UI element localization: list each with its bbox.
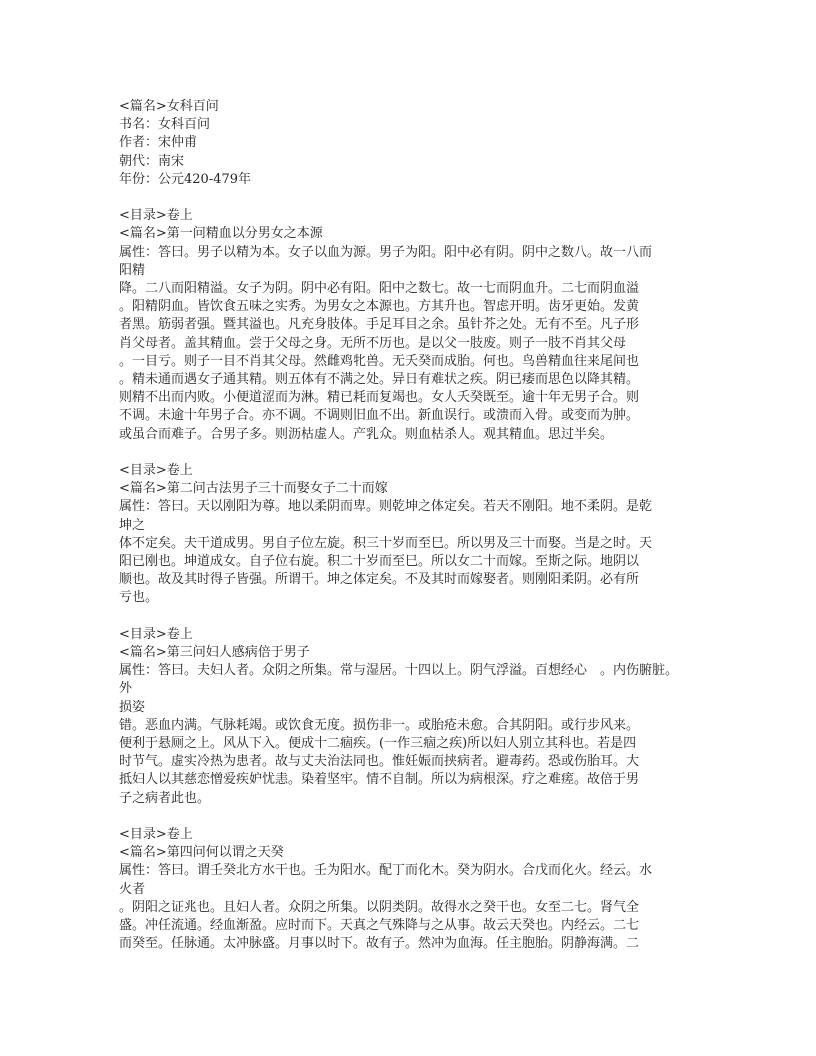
document-text xyxy=(119,98,699,953)
title-line: <篇名>女科百问 xyxy=(119,99,219,114)
body-line: 火者 xyxy=(119,881,146,897)
spacer xyxy=(119,608,699,626)
body-line: 阳精 xyxy=(119,262,146,278)
chapter-title: <篇名>第四问何以谓之天癸 xyxy=(119,845,284,861)
body-line: 则精不出而内败。小便道涩而为淋。精已耗而复竭也。女人夭癸既至。逾十年无男子合。则 xyxy=(119,390,640,406)
year-line: 年份：公元420-479年 xyxy=(119,171,252,187)
chapter-title: <篇名>第三问妇人感病倍于男子 xyxy=(119,645,310,661)
volume-line: <目录>卷上 xyxy=(119,626,193,642)
body-line: 属性：答曰。谓壬癸北方水干也。壬为阳水。配丁而化木。癸为阴水。合戊而化火。经云。水 xyxy=(119,863,653,879)
body-line: 顺也。故及其时得子皆强。所谓干。坤之体定矣。不及其时而嫁娶者。则刚阳柔阴。必有所 xyxy=(119,572,640,588)
spacer xyxy=(119,444,699,462)
body-line: 属性：答曰。夫妇人者。众阴之所集。常与湿居。十四以上。阴气浮溢。百想经心 。内伤腑脏。 xyxy=(119,663,679,679)
body-line: 不调。未逾十年男子合。亦不调。不调则旧血不出。新血误行。或溃而入骨。或变而为肿。 xyxy=(119,408,640,424)
body-line: 时节气。虚实冷热为患者。故与丈夫治法同也。惟妊娠而挟病者。避毒药。恐或伤胎耳。大 xyxy=(119,754,640,770)
body-line: 而癸至。任脉通。太冲脉盛。月事以时下。故有子。然冲为血海。任主胞胎。阴静海满。二 xyxy=(119,936,640,952)
body-line: 属性：答曰。天以刚阳为尊。地以柔阴而卑。则乾坤之体定矣。若天不刚阳。地不柔阴。是乾 xyxy=(119,499,653,515)
volume-line: <目录>卷上 xyxy=(119,208,193,224)
body-line: 外 xyxy=(119,681,133,697)
body-line: 。精未通而遇女子通其精。则五体有不满之处。异日有难状之疾。阴已痿而思色以降其精。 xyxy=(119,372,640,388)
volume-line: <目录>卷上 xyxy=(119,827,193,843)
spacer xyxy=(119,808,699,826)
body-line: 子之病者此也。 xyxy=(119,790,211,806)
body-line: 错。恶血内满。气脉耗竭。或饮食无度。损伤非一。或胎疮未愈。合其阴阳。或行步风来。 xyxy=(119,717,640,733)
sections-container xyxy=(119,207,699,953)
book-line: 书名：女科百问 xyxy=(119,117,211,133)
body-line: 或虽合而难子。合男子多。则沥枯虚人。产乳众。则血枯杀人。观其精血。思过半矣。 xyxy=(119,426,614,442)
body-line: 阳已刚也。坤道成女。自子位右旋。积二十岁而至巳。所以女二十而嫁。至斯之际。地阴以 xyxy=(119,554,640,570)
chapter-title: <篇名>第一问精血以分男女之本源 xyxy=(119,226,323,242)
body-line: 肖父母者。盖其精血。尝于父母之身。无所不历也。是以父一肢废。则子一肢不肖其父母 xyxy=(119,335,627,351)
body-line: 盛。冲任流通。经血渐盈。应时而下。天真之气殊降与之从事。故云天癸也。内经云。二七 xyxy=(119,918,640,934)
body-line: 。阳精阴血。皆饮食五味之实秀。为男女之本源也。方其升也。智虑开明。齿牙更始。发黄 xyxy=(119,299,640,315)
body-line: 损姿 xyxy=(119,699,146,715)
spacer xyxy=(119,189,699,207)
body-line: 坤之 xyxy=(119,517,146,533)
body-line: 亏也。 xyxy=(119,590,159,606)
author-line: 作者：宋仲甫 xyxy=(119,135,198,151)
body-line: 抵妇人以其慈恋憎爱疾妒忧恚。染着坚牢。情不自制。所以为病根深。疗之难瘥。故倍于男 xyxy=(119,772,640,788)
dynasty-line: 朝代：南宋 xyxy=(119,153,185,169)
chapter-title: <篇名>第二问古法男子三十而娶女子二十而嫁 xyxy=(119,481,388,497)
body-line: 体不定矣。夫干道成男。男自子位左旋。积三十岁而至巳。所以男及三十而娶。当是之时。天 xyxy=(119,535,653,551)
body-line: 者黑。筋弱者强。暨其溢也。凡充身肢体。手足耳目之余。虽针芥之处。无有不至。凡子形 xyxy=(119,317,640,333)
body-line: 。阴阳之证兆也。且妇人者。众阴之所集。以阴类阴。故得水之癸干也。女至二七。肾气全 xyxy=(119,899,640,915)
body-line: 属性：答曰。男子以精为本。女子以血为源。男子为阳。阳中必有阴。阴中之数八。故一八而 xyxy=(119,244,653,260)
body-line: 降。二八而阳精溢。女子为阴。阴中必有阳。阳中之数七。故一七而阴血升。二七而阴血溢 xyxy=(119,281,640,297)
body-line: 。一目亏。则子一目不肖其父母。然雌鸡牝兽。无夭癸而成胎。何也。鸟兽精血往来尾间也 xyxy=(119,353,640,369)
body-line: 便利于悬厕之上。风从下入。便成十二痼疾。(一作三痼之疾)所以妇人别立其科也。若是四 xyxy=(119,736,637,752)
volume-line: <目录>卷上 xyxy=(119,463,193,479)
